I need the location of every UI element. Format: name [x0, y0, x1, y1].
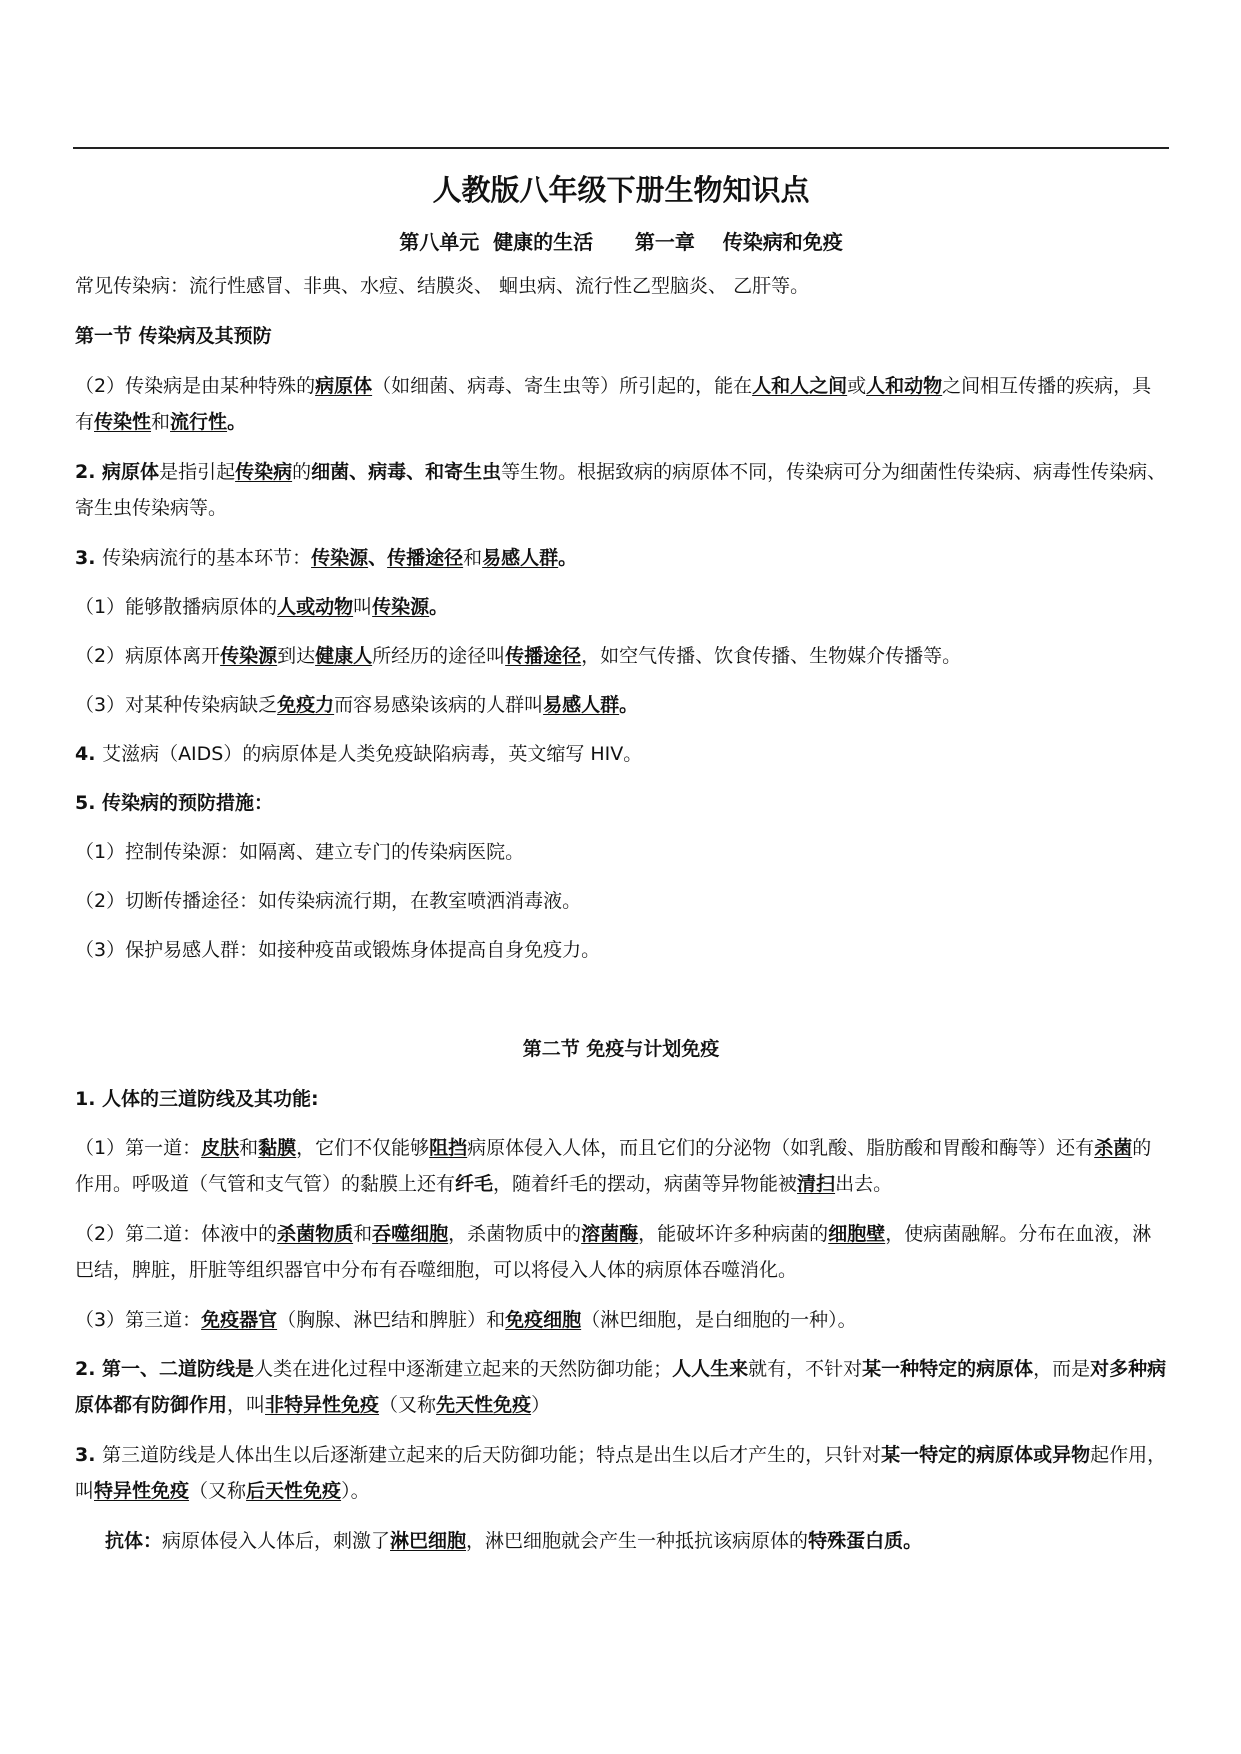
emphasized-term: 免疫器官	[201, 1309, 278, 1331]
emphasized-term: 传染性	[94, 411, 152, 433]
text-run: 或	[847, 375, 867, 397]
text-run: ，如空气传播、饮食传播、生物媒介传播等。	[581, 645, 962, 667]
section1-heading: 第一节 传染病及其预防	[75, 325, 272, 347]
text-run: （又称	[379, 1394, 437, 1416]
bold-text: 、	[368, 547, 388, 569]
emphasized-term: 阻挡	[429, 1137, 468, 1159]
emphasized-term: 细胞壁	[828, 1223, 886, 1245]
paragraph	[75, 687, 1167, 723]
bold-text: 5. 传染病的预防措施：	[75, 792, 274, 814]
emphasized-term: 溶菌酶	[581, 1223, 639, 1245]
text-run: 是指引起	[159, 461, 236, 483]
bold-text: 4.	[75, 743, 103, 765]
text-run: ）	[531, 1394, 551, 1416]
bold-text: 纤毛	[455, 1173, 494, 1195]
text-run: （又称	[189, 1480, 247, 1502]
common-diseases-line: 常见传染病：流行性感冒、非典、水痘、结膜炎、 蛔虫病、流行性乙型脑炎、 乙肝等。	[75, 275, 810, 297]
text-run: 第三道防线是人体出生以后逐渐建立起来的后天防御功能；特点是出生以后才产生的，只针对	[102, 1444, 882, 1466]
document-title: 人教版八年级下册生物知识点	[432, 173, 810, 207]
emphasized-term: 病原体	[315, 375, 373, 397]
text-run: （胸腺、淋巴结和脾脏）和	[277, 1309, 506, 1331]
bold-text: 某一种特定的病原体	[862, 1358, 1034, 1380]
text-run: 的	[292, 461, 312, 483]
text-run: 人类在进化过程中逐渐建立起来的天然防御功能；	[254, 1358, 673, 1380]
emphasized-term: 传染源	[311, 547, 369, 569]
emphasized-term: 易感人群	[482, 547, 559, 569]
paragraph	[75, 883, 1167, 919]
text-run: （2）第二道：体液中的	[75, 1223, 278, 1245]
emphasized-term: 人和人之间	[752, 375, 848, 397]
text-run: （1）能够散播病原体的	[75, 596, 278, 618]
emphasized-term: 杀菌	[1094, 1137, 1133, 1159]
text-run: （淋巴细胞，是白细胞的一种）。	[581, 1309, 857, 1331]
paragraph	[75, 785, 1167, 821]
bold-text: 3.	[75, 547, 103, 569]
bold-text: 。	[429, 596, 449, 618]
text-run: （3）第三道：	[75, 1309, 202, 1331]
emphasized-term: 健康人	[315, 645, 373, 667]
emphasized-term: 特异性免疫	[94, 1480, 190, 1502]
paragraph	[75, 1302, 1167, 1338]
header-rule	[73, 147, 1169, 149]
emphasized-term: 传染源	[220, 645, 278, 667]
paragraph	[75, 1216, 1167, 1288]
emphasized-term: 免疫细胞	[505, 1309, 582, 1331]
paragraph	[75, 1523, 1167, 1559]
emphasized-term: 传播途径	[505, 645, 582, 667]
text-run: ，它们不仅能够	[296, 1137, 430, 1159]
paragraph	[75, 638, 1167, 674]
bold-text: 某一特定的病原体或异物	[881, 1444, 1091, 1466]
text-run: 和	[239, 1137, 259, 1159]
text-run: （3）对某种传染病缺乏	[75, 694, 278, 716]
text-run: 和	[151, 411, 171, 433]
text-run: 而容易感染该病的人群叫	[334, 694, 544, 716]
paragraph	[75, 368, 1167, 440]
chapter-subtitle: 第八单元 健康的生活 第一章 传染病和免疫	[399, 230, 843, 254]
bold-text: 抗体：	[105, 1530, 163, 1552]
text-run: 病原体侵入人体后，刺激了	[162, 1530, 391, 1552]
bold-text: 1. 人体的三道防线及其功能:	[75, 1088, 319, 1110]
text-run: ，使病菌融解。分布在血液，淋巴结，脾脏，肝脏等组织器官中分布有吞噬细胞，可以将侵入人体的病原体吞噬消化。	[75, 1223, 1152, 1281]
emphasized-term: 人或动物	[277, 596, 354, 618]
section2-heading: 第二节 免疫与计划免疫	[522, 1038, 720, 1060]
bold-text: 3.	[75, 1444, 103, 1466]
text-run: 传染病流行的基本环节：	[102, 547, 312, 569]
paragraph	[75, 932, 1167, 968]
text-run: （2）病原体离开	[75, 645, 221, 667]
text-run: 等生物。根据致病的病原体不同，传染病可分为细菌性传染病、病毒性传染病、寄生虫传染病等。	[75, 461, 1167, 519]
bold-text: 人人生来	[672, 1358, 749, 1380]
emphasized-term: 传染源	[372, 596, 430, 618]
paragraph	[75, 454, 1167, 526]
text-run: 和	[353, 1223, 373, 1245]
paragraph	[75, 589, 1167, 625]
bold-text: 特殊蛋白质。	[808, 1530, 923, 1552]
text-run: ，随着纤毛的摆动，病菌等异物能被	[493, 1173, 798, 1195]
paragraph	[75, 736, 1167, 772]
emphasized-term: 非特异性免疫	[265, 1394, 380, 1416]
paragraph	[75, 1351, 1167, 1423]
text-run: （2）传染病是由某种特殊的	[75, 375, 316, 397]
bold-text: 。	[619, 694, 639, 716]
text-run: ，淋巴细胞就会产生一种抵抗该病原体的	[466, 1530, 809, 1552]
text-run: （2）切断传播途径：如传染病流行期，在教室喷洒消毒液。	[75, 890, 582, 912]
text-run: 所经历的途径叫	[372, 645, 506, 667]
emphasized-term: 淋巴细胞	[390, 1530, 467, 1552]
text-run: 的作用。呼吸道（气管和支气管）的黏膜上还有	[75, 1137, 1152, 1195]
section-spacer	[75, 981, 1167, 1031]
text-run: 出去。	[835, 1173, 893, 1195]
text-run: 之间相互传播的疾病，具有	[75, 375, 1152, 433]
emphasized-term: 流行性	[170, 411, 228, 433]
text-run: 叫	[353, 596, 373, 618]
text-run: 艾滋病（AIDS）的病原体是人类免疫缺陷病毒，英文缩写 HIV。	[102, 743, 643, 765]
emphasized-term: 传播途径	[387, 547, 464, 569]
text-run: （1）第一道：	[75, 1137, 202, 1159]
bold-text: 2. 第一、二道防线是	[75, 1358, 255, 1380]
emphasized-term: 后天性免疫	[246, 1480, 342, 1502]
paragraph	[75, 1437, 1167, 1509]
text-run: （1）控制传染源：如隔离、建立专门的传染病医院。	[75, 841, 525, 863]
bold-text: 2. 病原体	[75, 461, 160, 483]
emphasized-term: 杀菌物质	[277, 1223, 354, 1245]
paragraph	[75, 1081, 1167, 1117]
text-run: （3）保护易感人群：如接种疫苗或锻炼身体提高自身免疫力。	[75, 939, 601, 961]
text-run: 病原体侵入人体，而且它们的分泌物（如乳酸、脂肪酸和胃酸和酶等）还有	[467, 1137, 1095, 1159]
paragraph	[75, 1130, 1167, 1202]
emphasized-term: 先天性免疫	[436, 1394, 532, 1416]
text-run: ，杀菌物质中的	[448, 1223, 582, 1245]
emphasized-term: 吞噬细胞	[372, 1223, 449, 1245]
bold-text: 对多种病原体都有防御作用	[75, 1358, 1167, 1416]
emphasized-term: 免疫力	[277, 694, 335, 716]
document-page	[75, 168, 1167, 1573]
text-run: 到达	[277, 645, 316, 667]
bold-text: 细菌、病毒、和寄生虫	[311, 461, 502, 483]
emphasized-term: 传染病	[235, 461, 293, 483]
bold-text: 。	[558, 547, 578, 569]
text-run: ，叫	[227, 1394, 266, 1416]
emphasized-term: 皮肤	[201, 1137, 240, 1159]
emphasized-term: 易感人群	[543, 694, 620, 716]
emphasized-term: 人和动物	[866, 375, 943, 397]
text-run: ，而是	[1033, 1358, 1091, 1380]
text-run: （如细菌、病毒、寄生虫等）所引起的，能在	[372, 375, 753, 397]
paragraph	[75, 540, 1167, 576]
emphasized-term: 黏膜	[258, 1137, 297, 1159]
text-run: ，能破坏许多种病菌的	[638, 1223, 829, 1245]
paragraph	[75, 834, 1167, 870]
text-run: 就有，不针对	[748, 1358, 863, 1380]
bold-text: 。	[227, 411, 247, 433]
emphasized-term: 清扫	[797, 1173, 836, 1195]
text-run: 和	[463, 547, 483, 569]
text-run: ）。	[341, 1480, 370, 1502]
text-run: 起作用，叫	[75, 1444, 1167, 1502]
